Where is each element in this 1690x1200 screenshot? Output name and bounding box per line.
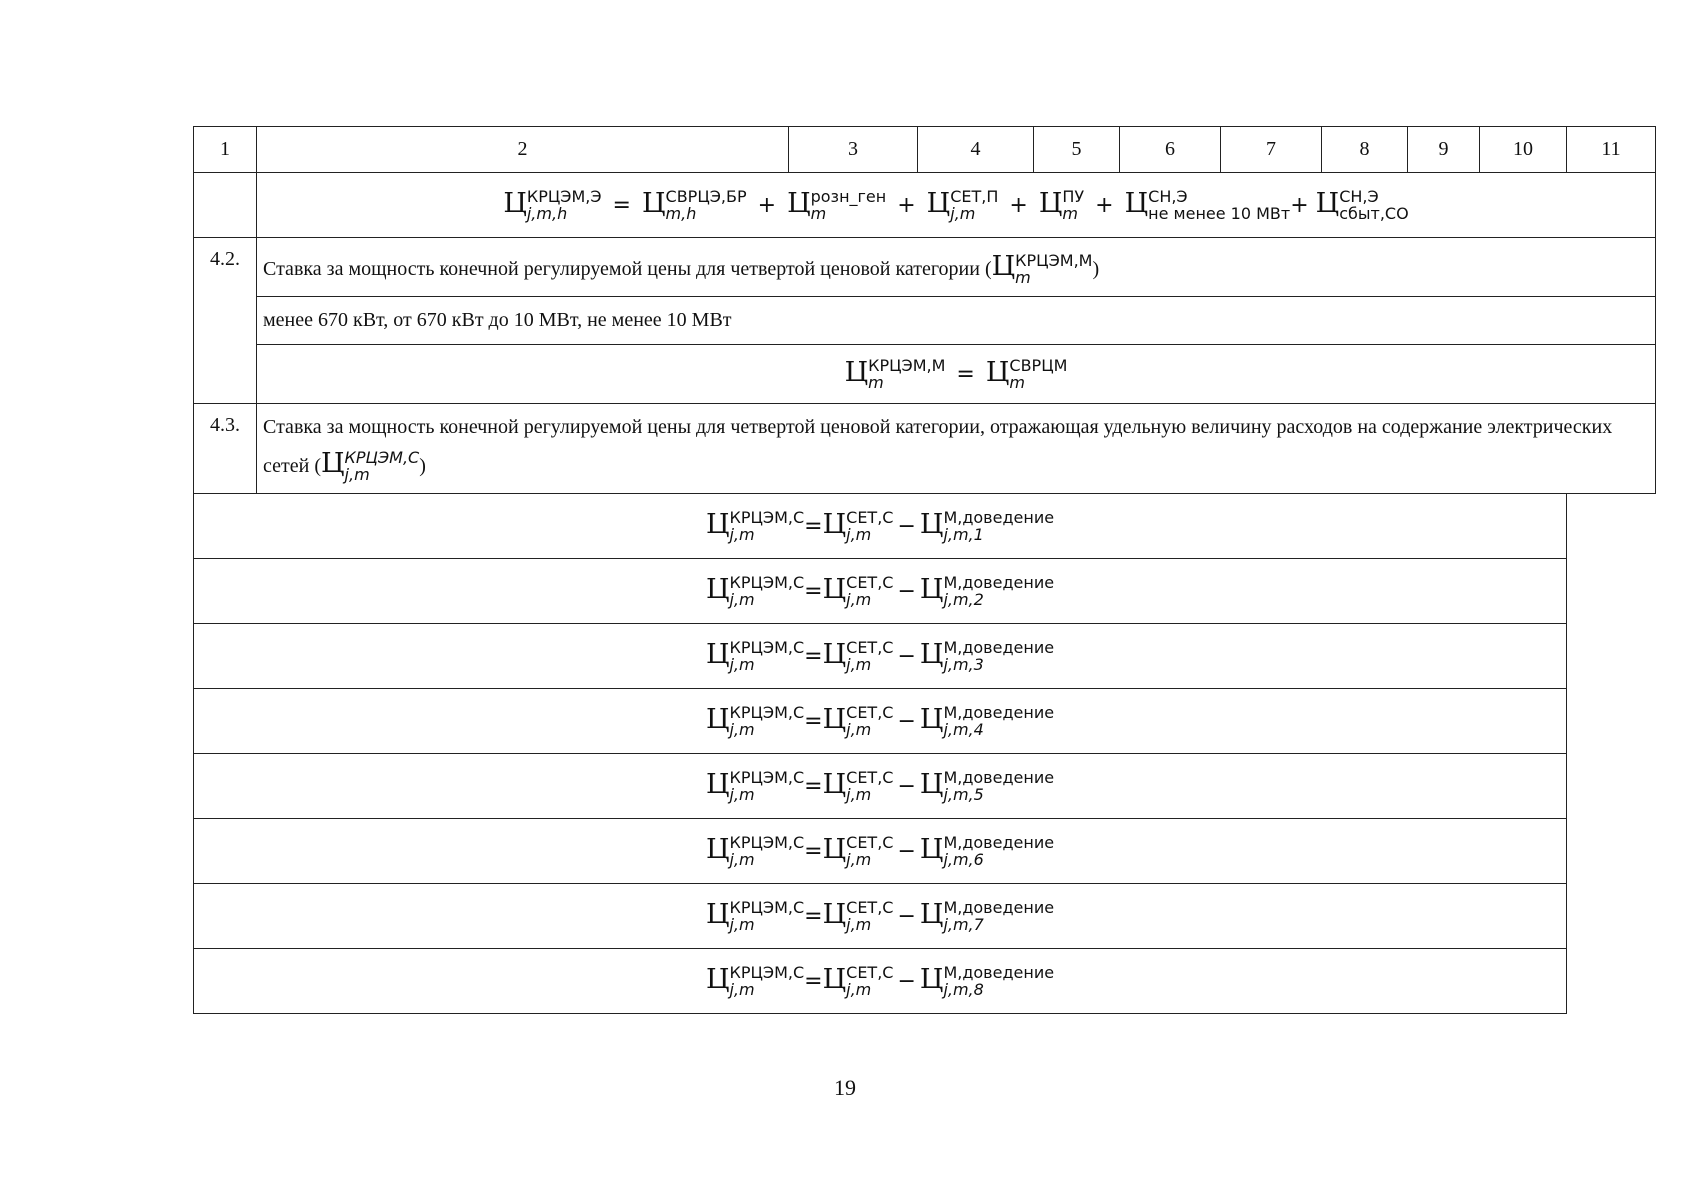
section-43-formula-cell: [194, 689, 1567, 754]
section-43-title: Ставка за мощность конечной регулируемой цены для четвертой ценовой категории, отражающая удельную величину расходов на содержание электрических сетей (Ц КРЦЭМ,C j,m ): [257, 404, 1656, 494]
section-42-ranges-row: [194, 297, 1656, 345]
section-43-formula-row: [194, 494, 1656, 559]
page-number: 19: [834, 1075, 856, 1100]
section-43-formula-cell: [194, 949, 1567, 1014]
section-43-formula-cell: [194, 494, 1567, 559]
network-power-formula: Ц КРЦЭМ,C j,m =Ц СЕТ,C j,m − Ц М,доведение j,m,3: [705, 637, 1055, 674]
section-43-formula-cell: [194, 624, 1567, 689]
header-row: [194, 127, 1656, 173]
section-42-title-row: [194, 238, 1656, 297]
section-43-title-row: [194, 404, 1656, 494]
col-11-header: 11: [1567, 127, 1656, 173]
section-43-formula-row: [194, 754, 1656, 819]
col-7-header: 7: [1221, 127, 1322, 173]
tariff-table: [193, 126, 1656, 1014]
section-43-formula-cell: [194, 884, 1567, 949]
col-2-header: 2: [257, 127, 789, 173]
section-43-formula-row: [194, 949, 1656, 1014]
section-42-formula-row: [194, 345, 1656, 404]
section-43-index: 4.3.: [194, 404, 257, 494]
network-power-formula: Ц КРЦЭМ,C j,m =Ц СЕТ,C j,m − Ц М,доведение j,m,6: [705, 832, 1055, 869]
section-43-formula-cell: [194, 559, 1567, 624]
col-10-header: 10: [1480, 127, 1567, 173]
network-power-formula: Ц КРЦЭМ,C j,m =Ц СЕТ,C j,m − Ц М,доведение j,m,1: [705, 507, 1055, 544]
formula-41-row: [194, 173, 1656, 238]
section-42-index: 4.2.: [194, 238, 257, 404]
network-power-formula: Ц КРЦЭМ,C j,m =Ц СЕТ,C j,m − Ц М,доведение j,m,8: [705, 962, 1055, 999]
network-power-formula: Ц КРЦЭМ,C j,m =Ц СЕТ,C j,m − Ц М,доведение j,m,4: [705, 702, 1055, 739]
section-42-formula-cell: [257, 345, 1656, 404]
network-power-formula: Ц КРЦЭМ,C j,m =Ц СЕТ,C j,m − Ц М,доведение j,m,5: [705, 767, 1055, 804]
empty-index-cell: [194, 173, 257, 238]
energy-price-formula: Ц КРЦЭМ,Э j,m,h = Ц СВРЦЭ,БР m,h + Ц розн_ген m + Ц СЕТ,П j,m + Ц ПУ m + Ц СН,Э не менее 10 МВт + Ц СН,Э сбыт,СО: [503, 186, 1409, 223]
col-9-header: 9: [1408, 127, 1480, 173]
power-price-formula: Ц КРЦЭМ,М m = Ц СВРЦМ m: [844, 355, 1068, 392]
section-43-formula-cell: [194, 754, 1567, 819]
col-1-header: 1: [194, 127, 257, 173]
power-ranges-text: менее 670 кВт, от 670 кВт до 10 МВт, не менее 10 МВт: [257, 297, 1656, 345]
section-43-formula-row: [194, 624, 1656, 689]
formula-41-cell: [257, 173, 1656, 238]
section-43-formula-row: [194, 559, 1656, 624]
section-43-formula-cell: [194, 819, 1567, 884]
col-8-header: 8: [1322, 127, 1408, 173]
network-power-formula: Ц КРЦЭМ,C j,m =Ц СЕТ,C j,m − Ц М,доведение j,m,2: [705, 572, 1055, 609]
network-power-formula: Ц КРЦЭМ,C j,m =Ц СЕТ,C j,m − Ц М,доведение j,m,7: [705, 897, 1055, 934]
col-6-header: 6: [1120, 127, 1221, 173]
col-5-header: 5: [1034, 127, 1120, 173]
section-43-formula-row: [194, 819, 1656, 884]
col-3-header: 3: [789, 127, 918, 173]
section-43-formula-row: [194, 884, 1656, 949]
col-4-header: 4: [918, 127, 1034, 173]
section-42-title: Ставка за мощность конечной регулируемой цены для четвертой ценовой категории (Ц КРЦЭМ,М m ): [257, 238, 1656, 297]
section-43-formula-row: [194, 689, 1656, 754]
